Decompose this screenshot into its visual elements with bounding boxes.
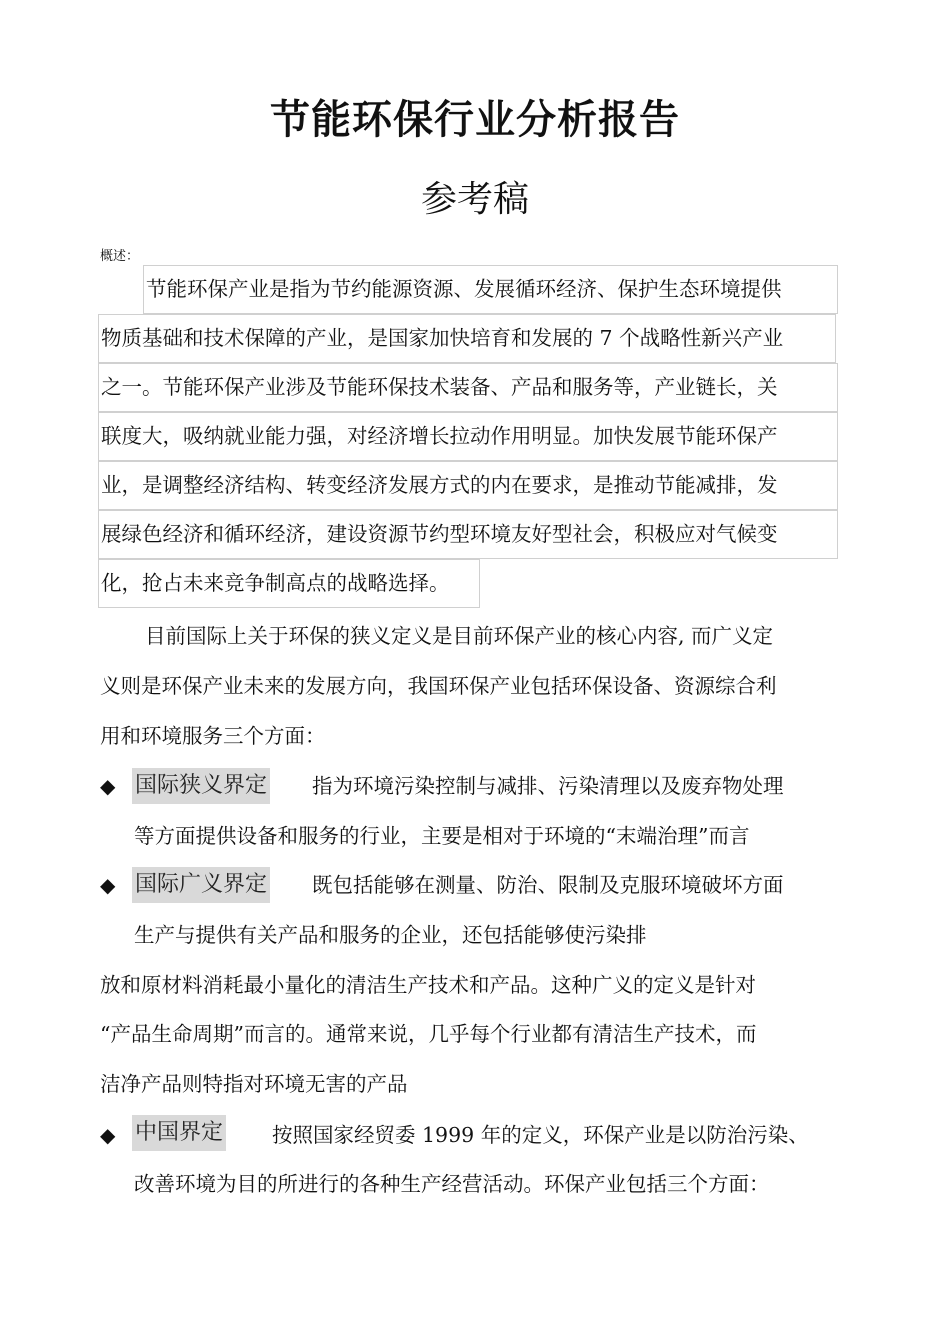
intro-line: 联度大，吸纳就业能力强，对经济增长拉动作用明显。加快发展节能环保产 <box>98 412 838 461</box>
item-first-line: 既包括能够在测量、防治、限制及克服环境破坏方面 <box>312 873 784 897</box>
paragraph-line: 洁净产品则特指对环境无害的产品 <box>100 1072 408 1096</box>
paragraph-line: 义则是环保产业未来的发展方向，我国环保产业包括环保设备、资源综合利 <box>100 674 777 698</box>
overview-label: 概述： <box>100 249 140 264</box>
item-continuation: 生产与提供有关产品和服务的企业，还包括能够使污染排 <box>134 923 647 947</box>
item-first-line: 指为环境污染控制与减排、污染清理以及废弃物处理 <box>312 774 784 798</box>
intro-line: 节能环保产业是指为节约能源资源、发展循环经济、保护生态环境提供 <box>143 265 838 314</box>
intro-line: 业，是调整经济结构、转变经济发展方式的内在要求，是推动节能减排，发 <box>98 461 838 510</box>
paragraph-line: “产品生命周期”而言的。通常来说，几乎每个行业都有清洁生产技术，而 <box>100 1022 757 1046</box>
term-highlight: 中国界定 <box>132 1115 226 1151</box>
bullet-diamond-icon: ◆ <box>100 873 116 897</box>
document-subtitle: 参考稿 <box>420 179 529 220</box>
bullet-diamond-icon: ◆ <box>100 774 116 798</box>
bullet-diamond-icon: ◆ <box>100 1123 116 1147</box>
paragraph-line: 用和环境服务三个方面： <box>100 724 326 748</box>
intro-line: 展绿色经济和循环经济，建设资源节约型环境友好型社会，积极应对气候变 <box>98 510 838 559</box>
item-continuation: 改善环境为目的所进行的各种生产经营活动。环保产业包括三个方面： <box>134 1172 770 1196</box>
intro-line: 化，抢占未来竞争制高点的战略选择。 <box>98 559 480 608</box>
paragraph-line: 目前国际上关于环保的狭义定义是目前环保产业的核心内容, 而广义定 <box>145 624 774 648</box>
term-highlight: 国际狭义界定 <box>132 768 270 804</box>
intro-line: 物质基础和技术保障的产业，是国家加快培育和发展的 7 个战略性新兴产业 <box>98 314 836 363</box>
term-highlight: 国际广义界定 <box>132 867 270 903</box>
item-continuation: 等方面提供设备和服务的行业，主要是相对于环境的“末端治理”而言 <box>134 824 750 848</box>
document-title: 节能环保行业分析报告 <box>270 97 680 143</box>
item-first-line: 按照国家经贸委 1999 年的定义，环保产业是以防治污染、 <box>272 1123 809 1147</box>
intro-line: 之一。节能环保产业涉及节能环保技术装备、产品和服务等，产业链长，关 <box>98 363 838 412</box>
paragraph-line: 放和原材料消耗最小量化的清洁生产技术和产品。这种广义的定义是针对 <box>100 973 756 997</box>
